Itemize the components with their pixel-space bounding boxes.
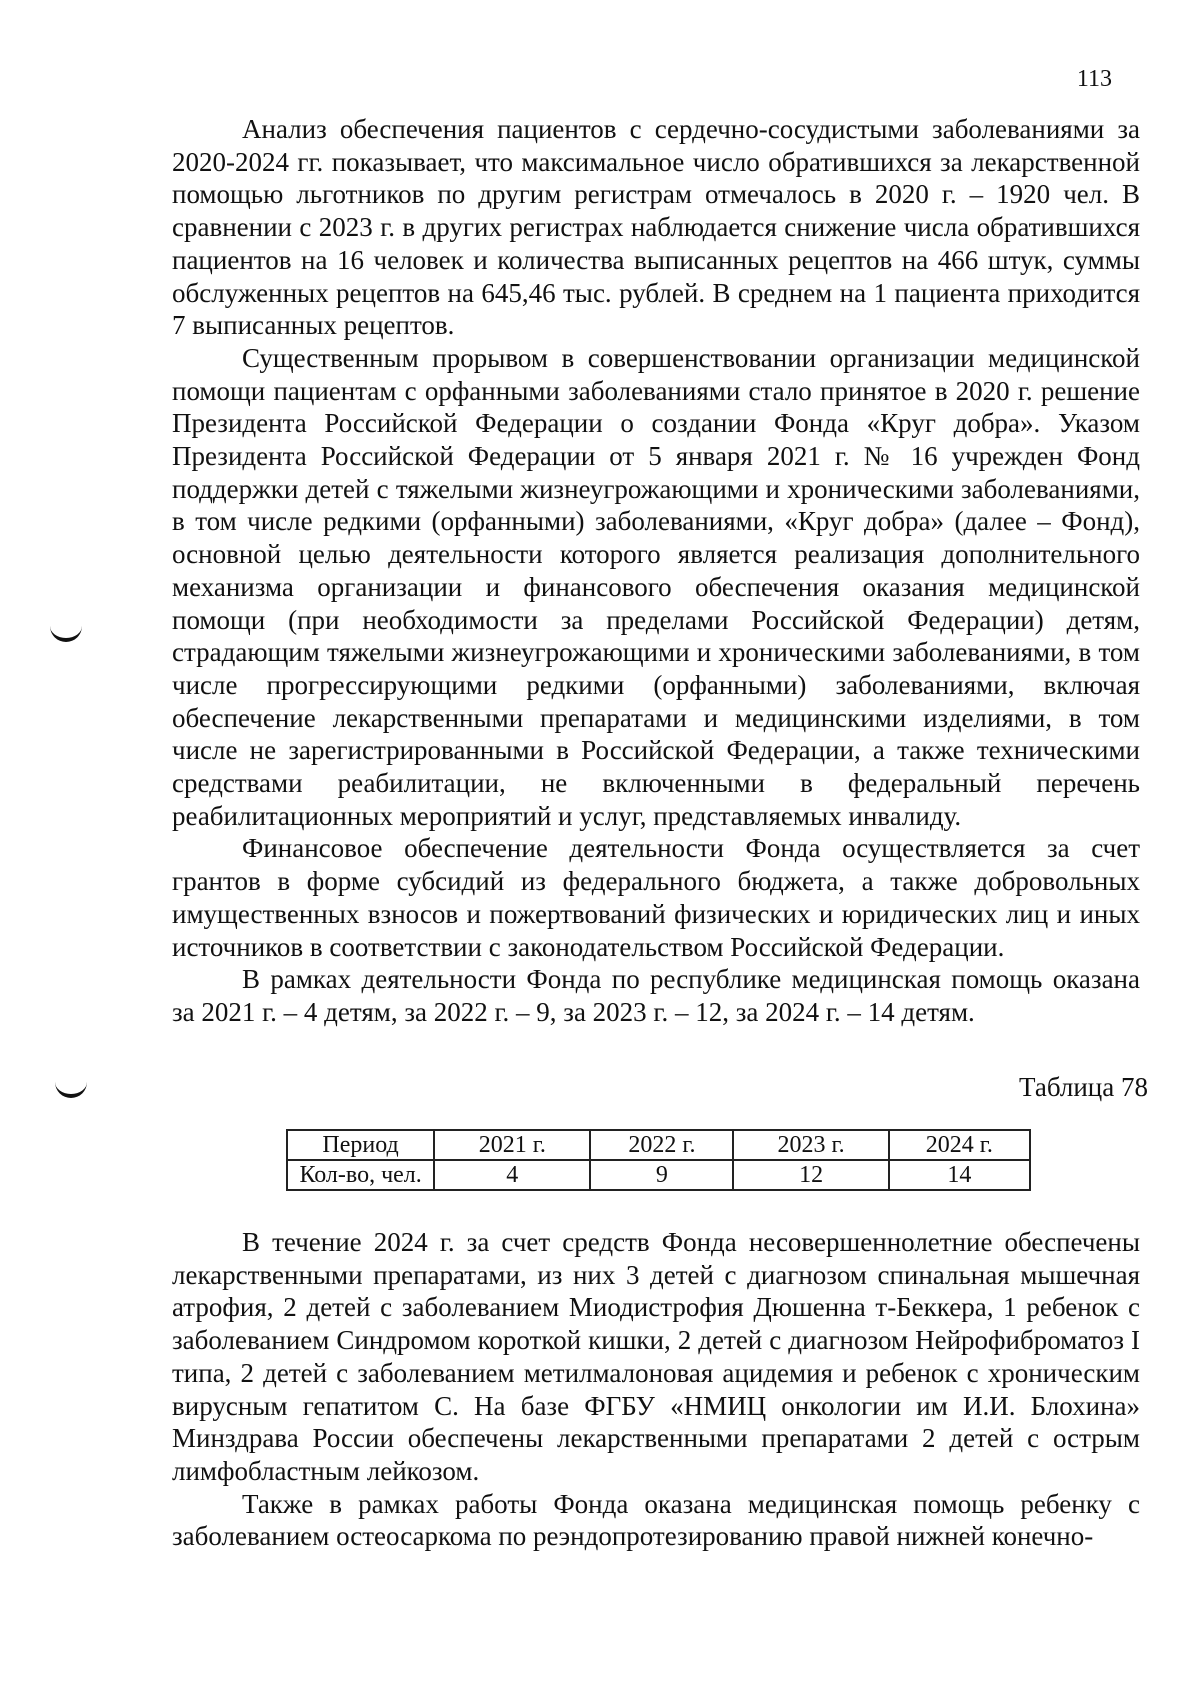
scan-artifact-mark (50, 626, 82, 642)
body-text-bottom (172, 1226, 1140, 1553)
body-text-top (172, 113, 1140, 1029)
table-cell: 9 (590, 1160, 733, 1190)
table-cell: 12 (733, 1160, 888, 1190)
table-header-cell: 2024 г. (889, 1130, 1030, 1160)
scan-artifact-mark (55, 1082, 87, 1098)
table-header-cell: 2022 г. (590, 1130, 733, 1160)
paragraph-fund-establishment: Существенным прорывом в совершенствовании организации медицинской помощи пациентам с орфанными заболеваниями стало принятое в 2020 г. решение Президента Российской Федерации о создании Фонда «Круг добра». Указом Президента Российской Федерации от 5 января 2021 г. № 16 учрежден Фонд поддержки детей с тяжелыми жизнеугрожающими и хроническими заболеваниями, в том числе редкими (орфанными) заболеваниями, «Круг добра» (далее – Фонд), основной целью деятельности которого является реализация дополнительного механизма организации и финансового обеспечения оказания медицинской помощи (при необходимости за пределами Российской Федерации) детям, страдающим тяжелыми жизнеугрожающими и хроническими заболеваниями, в том числе прогрессирующими редкими (орфанными) заболеваниями, включая обеспечение лекарственными препаратами и медицинскими изделиями, в том числе не зарегистрированными в Российской Федерации, а также техническими средствами реабилитации, не включенными в федеральный перечень реабилитационных мероприятий и услуг, представляемых инвалиду. (172, 342, 1140, 831)
table-cell: 14 (889, 1160, 1030, 1190)
paragraph-fund-assistance-summary: В рамках деятельности Фонда по республике медицинская помощь оказана за 2021 г. – 4 детям, за 2022 г. – 9, за 2023 г. – 12, за 2024 г. – 14 детям. (172, 964, 1140, 1027)
paragraph-fund-financing: Финансовое обеспечение деятельности Фонда осуществляется за счет грантов в форме субсидий из федерального бюджета, а также добровольных имущественных взносов и пожертвований физических и юридических лиц и иных источников в соответствии с законодательством Российской Федерации. (172, 833, 1140, 962)
paragraph-cardiovascular-analysis: Анализ обеспечения пациентов с сердечно-сосудистыми заболеваниями за 2020-2024 гг. показывает, что максимальное число обратившихся за лекарственной помощью льготников по другим регистрам отмечалось в 2020 г. – 1920 чел. В сравнении с 2023 г. в других регистрах наблюдается снижение числа обратившихся пациентов на 16 человек и количества выписанных рецептов на 466 штук, суммы обслуженных рецептов на 645,46 тыс. рублей. В среднем на 1 пациента приходится 7 выписанных рецептов. (172, 114, 1140, 341)
table-row (287, 1160, 1030, 1190)
table-header-cell: 2023 г. (733, 1130, 888, 1160)
paragraph-osteosarcoma-care: Также в рамках работы Фонда оказана медицинская помощь ребенку с заболеванием остеосаркома по реэндопротезированию правой нижней конечно- (172, 1488, 1140, 1552)
table-cell: 4 (434, 1160, 590, 1190)
table-header-row (287, 1130, 1030, 1160)
table-caption: Таблица 78 (1019, 1072, 1148, 1102)
table-header-cell: 2021 г. (434, 1130, 590, 1160)
children-count-table (286, 1129, 1031, 1191)
table-cell: Кол-во, чел. (287, 1160, 434, 1190)
table-header-cell: Период (287, 1130, 434, 1160)
page-number: 113 (1076, 66, 1112, 92)
paragraph-drug-provision-2024: В течение 2024 г. за счет средств Фонда несовершеннолетние обеспечены лекарственными препаратами, из них 3 детей с диагнозом спинальная мышечная атрофия, 2 детей с заболеванием Миодистрофия Дюшенна т-Беккера, 1 ребенок с заболеванием Синдромом короткой кишки, 2 детей с диагнозом Нейрофиброматоз I типа, 2 детей с заболеванием метилмалоновая ацидемия и ребенок с хроническим вирусным гепатитом С. На базе ФГБУ «НМИЦ онкологии им И.И. Блохина» Минздрава России обеспечены лекарственными препаратами 2 детей с острым лимфобластным лейкозом. (172, 1227, 1140, 1486)
